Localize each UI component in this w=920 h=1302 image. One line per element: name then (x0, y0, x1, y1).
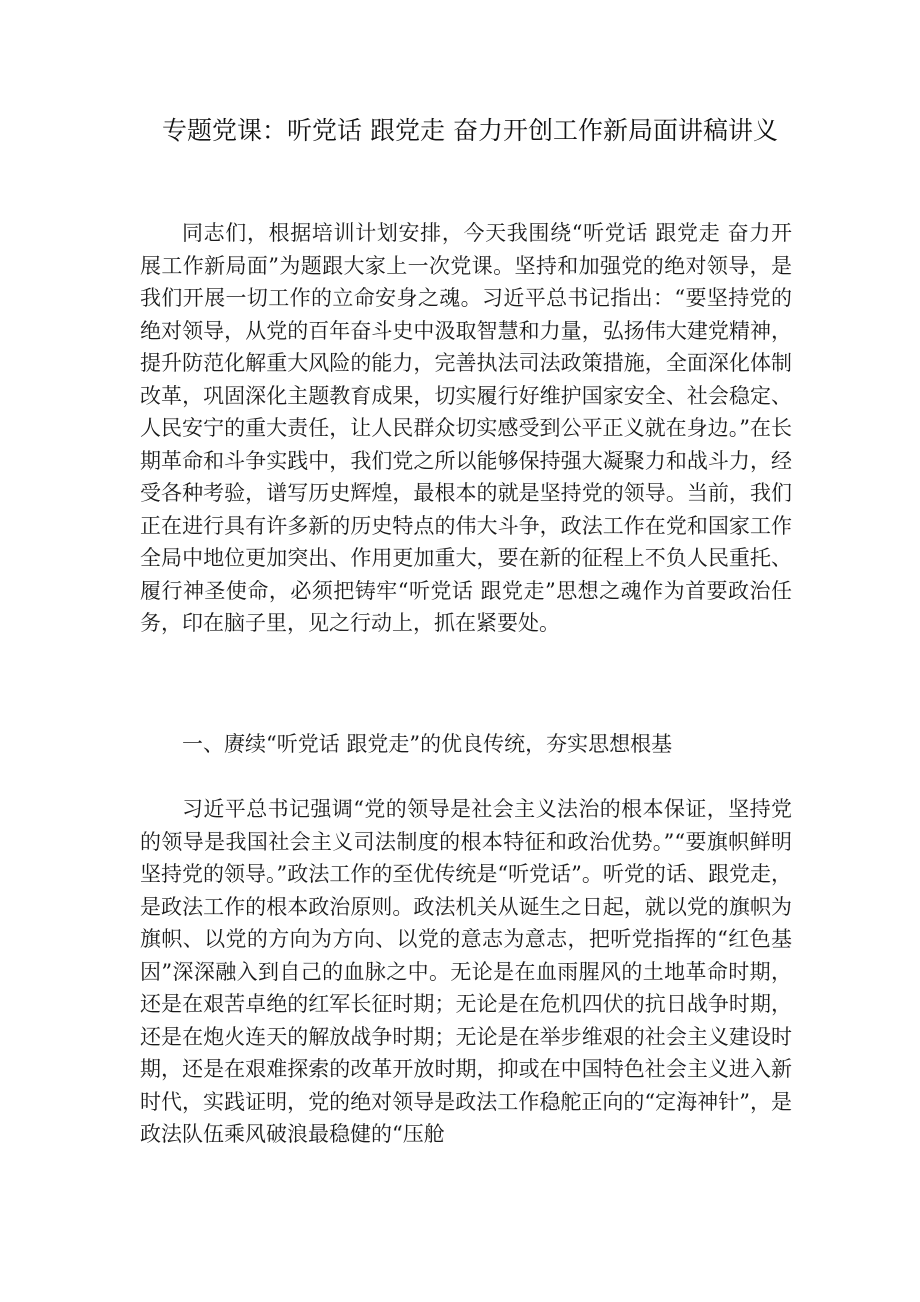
body-paragraph-section-one: 习近平总书记强调“党的领导是社会主义法治的根本保证，坚持党的领导是我国社会主义司法制度的根本特征和政治优势。”“要旗帜鲜明坚持党的领导。”政法工作的至优传统是“听党话”。听党的话、跟党走，是政法工作的根本政治原则。政法机关从诞生之日起，就以党的旗帜为旗帜、以党的方向为方向、以党的意志为意志，把听党指挥的“红色基因”深深融入到自己的血脉之中。无论是在血雨腥风的土地革命时期，还是在艰苦卓绝的红军长征时期；无论是在危机四伏的抗日战争时期，还是在炮火连天的解放战争时期；无论是在举步维艰的社会主义建设时期，还是在艰难探索的改革开放时期，抑或在中国特色社会主义进入新时代，实践证明，党的绝对领导是政法工作稳舵正向的“定海神针”，是政法队伍乘风破浪最稳健的“压舱 (140, 797, 792, 1146)
section-heading: 一、赓续“听党话 跟党走”的优良传统，夯实思想根基 (182, 732, 673, 756)
body-paragraph-intro: 同志们，根据培训计划安排，今天我围绕“听党话 跟党走 奋力开展工作新局面”为题跟大家上一次党课。坚持和加强党的绝对领导，是我们开展一切工作的立命安身之魂。习近平总书记指出：“要坚持党的绝对领导，从党的百年奋斗史中汲取智慧和力量，弘扬伟大建党精神，提升防范化解重大风险的能力，完善执法司法政策措施，全面深化体制改革，巩固深化主题教育成果，切实履行好维护国家安全、社会稳定、人民安宁的重大责任，让人民群众切实感受到公平正义就在身边。”在长期革命和斗争实践中，我们党之所以能够保持强大凝聚力和战斗力，经受各种考验，谱写历史辉煌，最根本的就是坚持党的领导。当前，我们正在进行具有许多新的历史特点的伟大斗争，政法工作在党和国家工作全局中地位更加突出、作用更加重大，要在新的征程上不负人民重托、履行神圣使命，必须把铸牢“听党话 跟党走”思想之魂作为首要政治任务，印在脑子里，见之行动上，抓在紧要处。 (140, 221, 792, 635)
document-title: 专题党课：听党话 跟党走 奋力开创工作新局面讲稿讲义 (162, 116, 778, 145)
